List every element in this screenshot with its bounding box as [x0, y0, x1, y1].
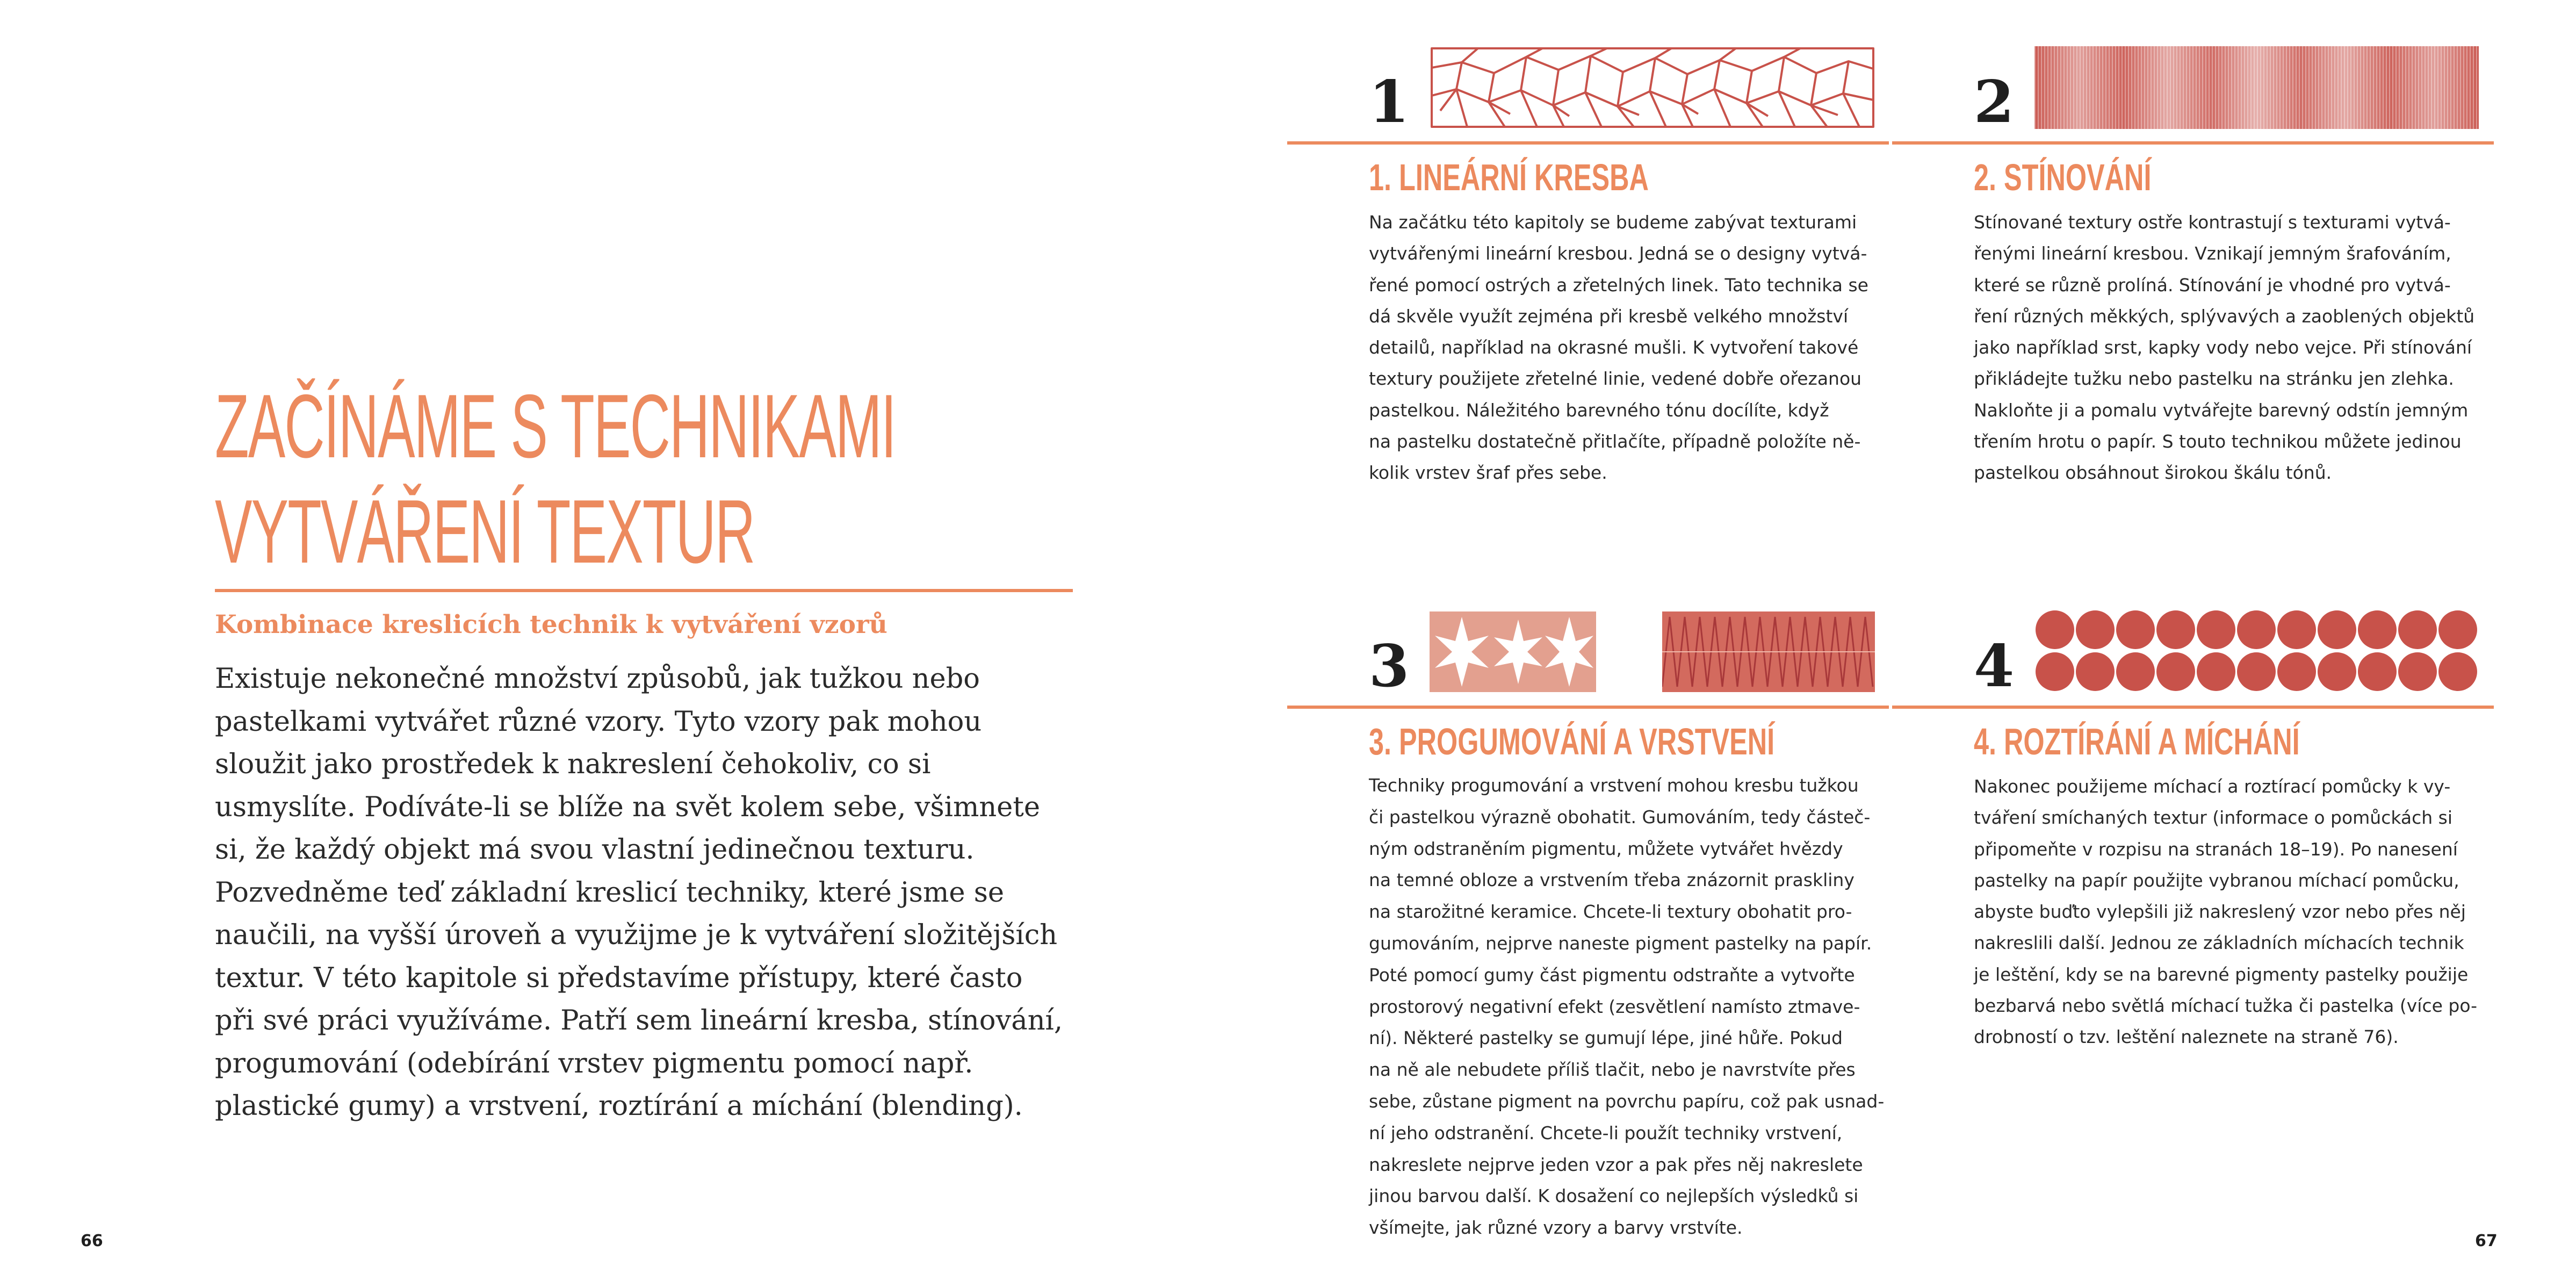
- intro-line: textur. V této kapitole si představíme přístupy, které často: [215, 962, 1023, 994]
- body-line: Na začátku této kapitoly se budeme zabývat texturami: [1369, 212, 1857, 233]
- body-line: na temné obloze a vrstvením třeba znázornit praskliny: [1369, 869, 1855, 891]
- body-line: nakreslili další. Jednou ze základních míchacích technik: [1974, 932, 2464, 954]
- section-heading: 2. STÍNOVÁNÍ: [1974, 156, 2152, 198]
- body-line: bezbarvá nebo světlá míchací tužka či pastelka (více po-: [1974, 995, 2478, 1017]
- body-line: třením hrotu o papír. S touto technikou můžete jedinou: [1974, 431, 2462, 452]
- body-line: Nakonec použijeme míchací a roztírací pomůcky k vy-: [1974, 776, 2451, 797]
- body-line: či pastelkou výrazně obohatit. Gumováním, tedy částeč-: [1369, 806, 1871, 828]
- body-line: sebe, zůstane pigment na povrchu papíru, což pak usnad-: [1369, 1090, 1885, 1112]
- body-line: všímejte, jak různé vzory a barvy vrstvíte.: [1369, 1217, 1743, 1239]
- blended-circles-texture-icon: [2034, 609, 2478, 692]
- body-line: ní jeho odstranění. Chcete-li použít techniky vrstvení,: [1369, 1122, 1843, 1143]
- body-line: pastelkou. Náležitého barevného tónu docílíte, když: [1369, 399, 1829, 421]
- chapter-title-line-1: ZAČÍNÁME S TECHNIKAMI: [215, 376, 896, 477]
- body-line: Techniky progumování a vrstvení mohou kresbu tužkou: [1369, 775, 1859, 796]
- body-line: prostorový negativní efekt (zesvětlení namísto ztmave-: [1369, 996, 1860, 1017]
- section-body: [1974, 771, 2500, 1053]
- body-line: nakreslete nejprve jeden vzor a pak přes něj nakreslete: [1369, 1154, 1863, 1175]
- body-line: jako například srst, kapky vody nebo vejce. Při stínování: [1974, 337, 2472, 358]
- body-line: připomeňte v rozpisu na stranách 18–19). Po nanesení: [1974, 838, 2458, 860]
- body-line: ření různých měkkých, splývavých a zaoblených objektů: [1974, 305, 2475, 327]
- body-line: detailů, například na okrasné mušli. K vytvoření takové: [1369, 337, 1859, 358]
- section-heading: 3. PROGUMOVÁNÍ A VRSTVENÍ: [1369, 721, 1775, 762]
- section-divider: [1892, 141, 2494, 145]
- section-divider: [1287, 141, 1889, 145]
- page-number-right: 67: [2475, 1232, 2498, 1250]
- chapter-title-line-2: VYTVÁŘENÍ TEXTUR: [215, 481, 755, 582]
- section-number: 4: [1974, 632, 2015, 700]
- body-line: přikládejte tužku nebo pastelku na stránku jen zlehka.: [1974, 368, 2454, 390]
- section-divider: [1287, 706, 1889, 709]
- intro-line: Existuje nekonečné množství způsobů, jak tužkou nebo: [215, 663, 980, 695]
- section-number: 2: [1974, 68, 2015, 136]
- body-line: Nakloňte ji a pomalu vytvářejte barevný odstín jemným: [1974, 399, 2469, 421]
- body-line: Poté pomocí gumy část pigmentu odstraňte a vytvořte: [1369, 964, 1855, 985]
- body-line: jinou barvou další. K dosažení co nejlepších výsledků si: [1369, 1185, 1859, 1207]
- body-line: řené pomocí ostrých a zřetelných linek. Tato technika se: [1369, 274, 1868, 296]
- intro-line: sloužit jako prostředek k nakreslení čehokoliv, co si: [215, 749, 931, 780]
- intro-line: plastické gumy) a vrstvení, roztírání a míchání (blending).: [215, 1090, 1023, 1122]
- intro-line: si, že každý objekt má svou vlastní jedinečnou texturu.: [215, 834, 975, 866]
- shading-gradient-texture-icon: [2034, 46, 2479, 129]
- page-number-left: 66: [81, 1232, 103, 1250]
- chapter-title: [215, 373, 896, 584]
- body-line: které se různě prolíná. Stínování je vhodné pro vytvá-: [1974, 274, 2451, 296]
- section-body: [1974, 207, 2500, 489]
- intro-line: progumování (odebírání vrstev pigmentu pomocí např.: [215, 1047, 973, 1080]
- body-line: vytvářenými lineární kresbou. Jedná se o designy vytvá-: [1369, 243, 1867, 264]
- section-body: [1369, 770, 1895, 1244]
- section-body: [1369, 207, 1895, 489]
- zigzag-layered-texture-icon: [1662, 611, 1875, 692]
- body-line: je leštění, kdy se na barevné pigmenty pastelky použije: [1974, 963, 2469, 985]
- section-heading: 1. LINEÁRNÍ KRESBA: [1369, 156, 1649, 198]
- intro-line: usmyslíte. Podíváte-li se blíže na svět kolem sebe, všimnete: [215, 791, 1041, 823]
- body-line: dá skvěle využít zejména při kresbě velkého množství: [1369, 305, 1849, 327]
- intro-line: Pozvedněme teď základní kreslicí techniky, které jsme se: [215, 876, 1005, 909]
- intro-line: při své práci využíváme. Patří sem lineární kresba, stínování,: [215, 1005, 1063, 1037]
- body-line: abyste buďto vylepšili již nakreslený vzor nebo přes něj: [1974, 901, 2466, 923]
- body-line: kolik vrstev šraf přes sebe.: [1369, 462, 1607, 484]
- body-line: drobností o tzv. leštění naleznete na straně 76).: [1974, 1026, 2399, 1048]
- body-line: ní). Některé pastelky se gumují lépe, jiné hůře. Pokud: [1369, 1027, 1843, 1049]
- body-line: tváření smíchaných textur (informace o pomůckách si: [1974, 807, 2453, 829]
- title-divider: [215, 589, 1073, 592]
- erased-stars-texture-icon: [1430, 611, 1596, 692]
- body-line: ným odstraněním pigmentu, můžete vytvářet hvězdy: [1369, 838, 1843, 859]
- body-line: řenými lineární kresbou. Vznikají jemným šrafováním,: [1974, 243, 2451, 264]
- body-line: gumováním, nejprve naneste pigment pastelky na papír.: [1369, 932, 1872, 954]
- crackle-line-texture-icon: [1430, 46, 1875, 129]
- body-line: na ně ale nebudete příliš tlačit, nebo je navrstvíte přes: [1369, 1059, 1856, 1081]
- body-line: na pastelku dostatečně přitlačíte, případně položíte ně-: [1369, 431, 1861, 452]
- body-line: textury použijete zřetelné linie, vedené dobře ořezanou: [1369, 368, 1862, 390]
- body-line: pastelky na papír použijte vybranou míchací pomůcku,: [1974, 869, 2459, 891]
- intro-line: pastelkami vytvářet různé vzory. Tyto vzory pak mohou: [215, 706, 982, 738]
- body-line: na starožitné keramice. Chcete-li textury obohatit pro-: [1369, 901, 1852, 923]
- chapter-subtitle: Kombinace kreslicích technik k vytváření vzorů: [215, 610, 887, 639]
- section-heading: 4. ROZTÍRÁNÍ A MÍCHÁNÍ: [1974, 721, 2300, 762]
- body-line: Stínované textury ostře kontrastují s texturami vytvá-: [1974, 212, 2451, 233]
- section-number: 1: [1369, 68, 1410, 136]
- intro-line: naučili, na vyšší úroveň a využijme je k vytváření složitějších: [215, 919, 1058, 951]
- body-line: pastelkou obsáhnout širokou škálu tónů.: [1974, 462, 2332, 484]
- section-number: 3: [1369, 632, 1410, 700]
- chapter-intro: [215, 658, 1063, 1128]
- section-divider: [1892, 706, 2494, 709]
